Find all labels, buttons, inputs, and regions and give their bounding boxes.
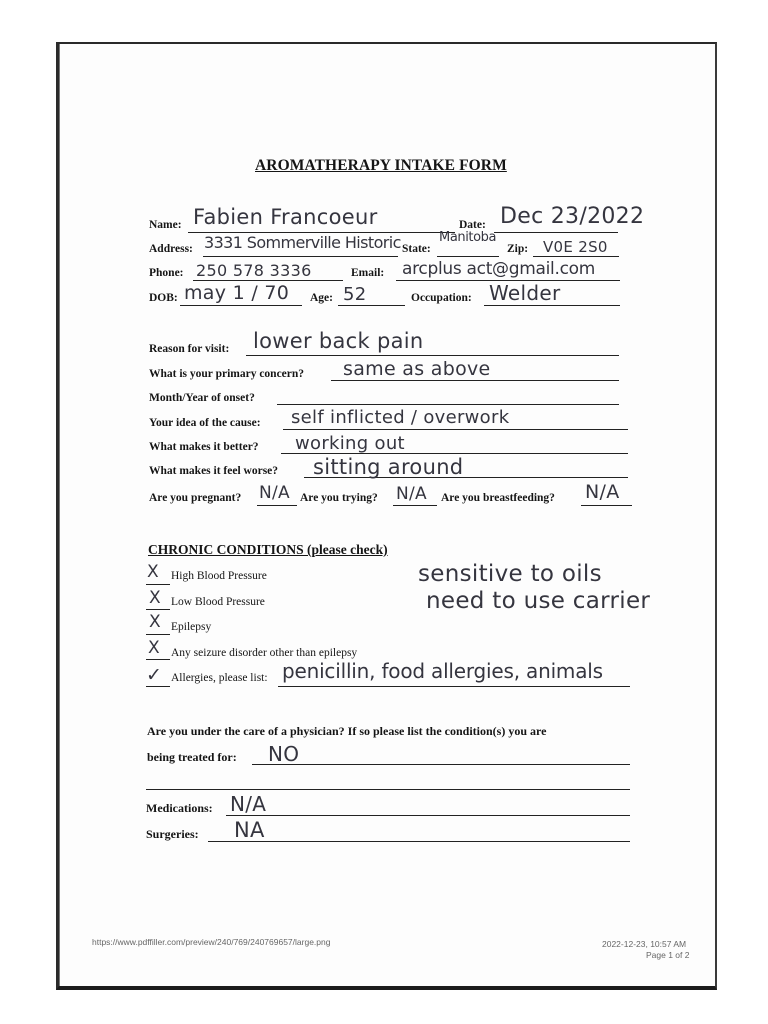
dob-label: DOB: — [149, 292, 178, 304]
age-label: Age: — [310, 292, 333, 304]
better-value: working out — [295, 433, 405, 454]
medications-value: N/A — [230, 792, 267, 816]
trying-value: N/A — [396, 484, 427, 504]
age-value: 52 — [343, 284, 367, 305]
checkbox-line — [146, 634, 170, 635]
sensitivity-note-line2: need to use carrier — [426, 588, 651, 614]
form-title: AROMATHERAPY INTAKE FORM — [255, 157, 507, 174]
checkbox-line — [146, 609, 170, 610]
form-sheet — [56, 42, 717, 990]
sensitivity-note-line1: sensitive to oils — [418, 561, 602, 587]
date-value: Dec 23/2022 — [500, 204, 645, 229]
zip-value: V0E 2S0 — [543, 238, 608, 256]
dob-line — [180, 305, 302, 306]
worse-value: sitting around — [313, 455, 464, 479]
name-label: Name: — [149, 219, 182, 231]
worse-label: What makes it feel worse? — [149, 465, 279, 477]
pregnant-value: N/A — [259, 483, 290, 503]
physician-answer-line — [252, 764, 630, 765]
breastfeeding-value: N/A — [585, 481, 620, 503]
trying-line — [393, 505, 437, 506]
phone-label: Phone: — [149, 267, 184, 279]
state-label: State: — [402, 243, 431, 255]
reason-value: lower back pain — [253, 329, 424, 353]
physician-extra-line — [146, 789, 630, 790]
reason-line — [246, 355, 619, 356]
checkbox-line — [146, 686, 170, 687]
onset-line — [277, 404, 619, 405]
onset-label: Month/Year of onset? — [149, 392, 255, 404]
reason-label: Reason for visit: — [149, 343, 230, 355]
address-value: 3331 Sommerville Historic — [204, 233, 401, 252]
occupation-line — [484, 305, 620, 306]
checkbox-line — [146, 584, 170, 585]
email-label: Email: — [351, 267, 385, 279]
allergies-value: penicillin, food allergies, animals — [282, 659, 603, 683]
checkmark-x: X — [147, 562, 159, 582]
allergies-label: Allergies, please list: — [171, 672, 268, 684]
checkmark-x: X — [148, 638, 160, 658]
print-timestamp: 2022-12-23, 10:57 AM — [602, 939, 687, 949]
page-number: Page 1 of 2 — [646, 950, 690, 960]
trying-label: Are you trying? — [300, 492, 378, 504]
medications-line — [226, 815, 630, 816]
occupation-value: Welder — [489, 281, 561, 305]
cause-value: self inflicted / overwork — [291, 407, 510, 428]
phone-line — [193, 280, 343, 281]
breastfeeding-line — [581, 505, 632, 506]
breastfeeding-label: Are you breastfeeding? — [441, 492, 555, 504]
chronic-heading: CHRONIC CONDITIONS (please check) — [148, 542, 388, 557]
condition-seizure-disorder: Any seizure disorder other than epilepsy — [171, 647, 358, 659]
date-label: Date: — [459, 219, 486, 231]
condition-high-blood-pressure: High Blood Pressure — [171, 570, 267, 582]
dob-value: may 1 / 70 — [184, 282, 290, 304]
date-line — [494, 232, 618, 233]
physician-answer: NO — [268, 742, 300, 766]
age-line — [338, 305, 405, 306]
pregnant-line — [257, 505, 297, 506]
email-value: arcplus act@gmail.com — [402, 259, 595, 279]
zip-line — [533, 256, 619, 257]
checkmark-x: X — [149, 588, 161, 608]
condition-epilepsy: Epilepsy — [171, 621, 212, 633]
primary-concern-line — [331, 380, 619, 381]
checkmark-tick: ✓ — [146, 664, 162, 686]
surgeries-line — [208, 841, 630, 842]
physician-question: Are you under the care of a physician? If so please list the condition(s) you are — [147, 724, 547, 738]
phone-value: 250 578 3336 — [196, 261, 312, 280]
pregnant-label: Are you pregnant? — [149, 492, 242, 504]
zip-label: Zip: — [507, 243, 529, 255]
condition-low-blood-pressure: Low Blood Pressure — [171, 596, 265, 608]
allergies-line — [278, 686, 630, 687]
checkmark-x: X — [149, 612, 161, 632]
surgeries-label: Surgeries: — [146, 827, 199, 841]
source-url: https://www.pdffiller.com/preview/240/769/240769657/large.png — [92, 937, 331, 947]
state-line — [437, 256, 499, 257]
state-value: Manitoba — [439, 230, 497, 245]
cause-line — [283, 429, 628, 430]
primary-concern-value: same as above — [343, 358, 491, 380]
physician-question-cont: being treated for: — [147, 750, 237, 764]
primary-concern-label: What is your primary concern? — [149, 368, 305, 380]
cause-label: Your idea of the cause: — [149, 417, 261, 429]
checkbox-line — [146, 659, 170, 660]
occupation-label: Occupation: — [411, 292, 472, 304]
surgeries-value: NA — [234, 818, 265, 842]
address-label: Address: — [149, 243, 193, 255]
medications-label: Medications: — [146, 801, 213, 815]
address-line — [203, 256, 398, 257]
name-value: Fabien Francoeur — [193, 205, 378, 229]
better-label: What makes it better? — [149, 441, 259, 453]
